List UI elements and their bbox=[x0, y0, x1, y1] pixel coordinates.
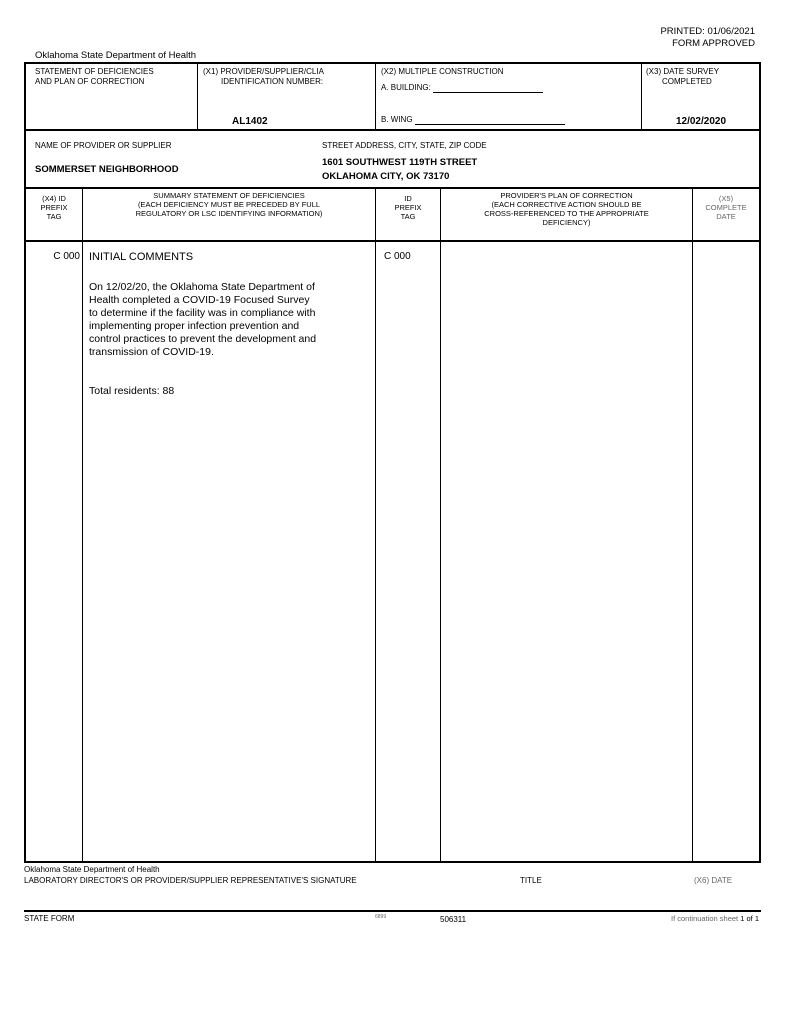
x3-line1: (X3) DATE SURVEY bbox=[646, 67, 720, 76]
divider bbox=[375, 63, 376, 130]
divider bbox=[24, 240, 761, 242]
paragraph-line: control practices to prevent the development and bbox=[89, 333, 317, 345]
address-label: STREET ADDRESS, CITY, STATE, ZIP CODE bbox=[322, 141, 487, 150]
page-count: 1 of 1 bbox=[740, 914, 759, 923]
x2-label: (X2) MULTIPLE CONSTRUCTION bbox=[381, 67, 504, 76]
x2-wing bbox=[381, 115, 565, 125]
x4-header bbox=[26, 194, 82, 221]
form-number: 506311 bbox=[440, 915, 467, 924]
divider bbox=[197, 63, 198, 130]
id-1: ID bbox=[404, 194, 412, 203]
provider-name: SOMMERSET NEIGHBORHOOD bbox=[35, 164, 179, 175]
wing-label: B. WING bbox=[381, 115, 413, 124]
address-line2: OKLAHOMA CITY, OK 73170 bbox=[322, 171, 450, 182]
agency-name: Oklahoma State Department of Health bbox=[35, 50, 197, 61]
address-line1: 1601 SOUTHWEST 119TH STREET bbox=[322, 157, 478, 168]
footer-rule bbox=[24, 910, 761, 912]
statement-label bbox=[35, 67, 154, 87]
x3-value: 12/02/2020 bbox=[675, 116, 727, 127]
x1-value: AL1402 bbox=[232, 116, 268, 127]
frame-right bbox=[759, 62, 761, 862]
provider-name-label: NAME OF PROVIDER OR SUPPLIER bbox=[35, 141, 172, 150]
summary-1: SUMMARY STATEMENT OF DEFICIENCIES bbox=[153, 191, 305, 200]
plan-header bbox=[441, 191, 692, 227]
plan-1: PROVIDER'S PLAN OF CORRECTION bbox=[500, 191, 633, 200]
continuation bbox=[671, 914, 759, 923]
plan-3: CROSS-REFERENCED TO THE APPROPRIATE bbox=[484, 209, 649, 218]
id-header bbox=[376, 194, 440, 221]
title-label: TITLE bbox=[520, 876, 542, 885]
x4-2: PREFIX bbox=[40, 203, 68, 212]
x1-label bbox=[203, 67, 324, 87]
form-approved: FORM APPROVED bbox=[672, 38, 755, 49]
x3-label bbox=[646, 67, 719, 87]
paragraph-line: Health completed a COVID-19 Focused Survey bbox=[89, 294, 310, 306]
col-divider bbox=[440, 188, 441, 862]
x3-line2: COMPLETED bbox=[662, 77, 712, 86]
entry-title: INITIAL COMMENTS bbox=[89, 251, 194, 263]
x6-date-label: (X6) DATE bbox=[694, 876, 733, 885]
footer-agency: Oklahoma State Department of Health bbox=[24, 865, 160, 874]
col-divider bbox=[82, 188, 83, 862]
paragraph-line: to determine if the facility was in compliance with bbox=[89, 307, 316, 319]
col-divider bbox=[375, 188, 376, 862]
statement-line2: AND PLAN OF CORRECTION bbox=[35, 77, 145, 86]
x2-building bbox=[381, 83, 543, 93]
total-residents: Total residents: 88 bbox=[89, 385, 175, 397]
x4-1: (X4) ID bbox=[42, 194, 66, 203]
divider bbox=[641, 63, 642, 130]
wing-field[interactable] bbox=[415, 115, 565, 125]
summary-header bbox=[83, 191, 375, 218]
paragraph-line: transmission of COVID-19. bbox=[89, 346, 214, 358]
id-3: TAG bbox=[400, 212, 416, 221]
building-label: A. BUILDING: bbox=[381, 83, 431, 92]
id-2: PREFIX bbox=[394, 203, 422, 212]
plan-2: (EACH CORRECTIVE ACTION SHOULD BE bbox=[491, 200, 642, 209]
x1-line1: (X1) PROVIDER/SUPPLIER/CLIA bbox=[203, 67, 324, 76]
prefix-tag: C 000 bbox=[53, 251, 80, 262]
x5-3: DATE bbox=[716, 212, 736, 221]
plan-4: DEFICIENCY) bbox=[542, 218, 591, 227]
signature-label: LABORATORY DIRECTOR'S OR PROVIDER/SUPPLIER REPRESENTATIVE'S SIGNATURE bbox=[24, 876, 357, 885]
divider bbox=[24, 187, 761, 189]
paragraph-line: implementing proper infection prevention and bbox=[89, 320, 300, 332]
frame-bottom bbox=[24, 861, 761, 863]
statement-line1: STATEMENT OF DEFICIENCIES bbox=[35, 67, 154, 76]
paragraph-line: On 12/02/20, the Oklahoma State Department of bbox=[89, 281, 315, 293]
form-code: 6899 bbox=[375, 914, 387, 920]
summary-3: REGULATORY OR LSC IDENTIFYING INFORMATION) bbox=[135, 209, 323, 218]
col-divider bbox=[692, 188, 693, 862]
printed-date: PRINTED: 01/06/2021 bbox=[660, 26, 755, 37]
entry-paragraph bbox=[89, 281, 371, 359]
frame-left bbox=[24, 62, 26, 862]
building-field[interactable] bbox=[433, 83, 543, 93]
x5-2: COMPLETE bbox=[705, 203, 747, 212]
summary-2: (EACH DEFICIENCY MUST BE PRECEDED BY FULL bbox=[137, 200, 321, 209]
divider bbox=[24, 129, 761, 131]
x5-header bbox=[693, 194, 759, 221]
frame-top bbox=[24, 62, 761, 64]
continuation-label: If continuation sheet bbox=[671, 914, 739, 923]
state-form: STATE FORM bbox=[24, 914, 75, 923]
x1-line2: IDENTIFICATION NUMBER: bbox=[221, 77, 324, 86]
id-prefix-tag: C 000 bbox=[384, 251, 411, 262]
x5-1: (X5) bbox=[718, 194, 734, 203]
x4-3: TAG bbox=[46, 212, 62, 221]
